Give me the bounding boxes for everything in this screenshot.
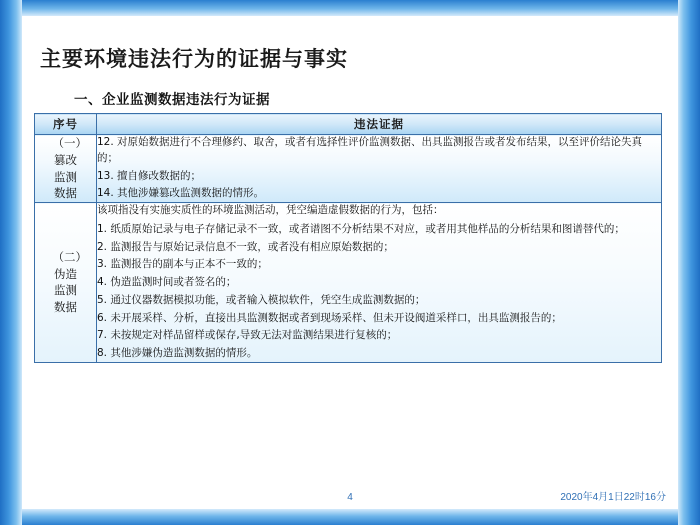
list-item: 1. 纸质原始记录与电子存储记录不一致，或者谱图不分析结果不对应，或者用其他样品的分析结果和图谱替代的； [97,222,625,235]
list-item: 13. 擅自修改数据的； [97,169,202,182]
list-item: 4. 伪造监测时间或者签名的； [97,276,237,288]
decorative-band-left [0,0,22,525]
row-intro-text: 该项指没有实施实质性的环境监测活动，凭空编造虚假数据的行为，包括： [97,204,444,216]
section-subtitle: 一、企业监测数据违法行为证据 [74,92,270,108]
column-header-no: 序号 [35,114,97,135]
list-item: 3. 监测报告的副本与正本不一致的； [97,258,268,271]
row-content-cell [97,135,662,203]
row-label-cell [35,135,97,203]
slide-content [22,16,678,509]
page-number: 4 [347,492,353,503]
page-title: 主要环境违法行为的证据与事实 [40,47,348,71]
list-item: 2. 监测报告与原始记录信息不一致，或者没有相应原始数据的； [97,240,394,253]
list-item: 14. 其他涉嫌篡改监测数据的情形。 [97,187,265,200]
list-item: 8. 其他涉嫌伪造监测数据的情形。 [97,347,258,359]
decorative-band-right [678,0,700,525]
list-item: 5. 通过仪器数据模拟功能，或者输入模拟软件，凭空生成监测数据的； [97,293,426,306]
list-item: 7. 未按规定对样品留样或保存,导致无法对监测结果进行复核的； [97,329,398,342]
list-item: 6. 未开展采样、分析，直接出具监测数据或者到现场采样、但未开设阀道采样口，出具监测报告的； [97,311,562,324]
row-content-cell [97,203,662,363]
decorative-band-bottom [0,509,700,525]
row-label: （二）伪造监测数据 [52,250,87,315]
table-row [35,203,662,363]
row-label: （一）篡改监测数据 [52,136,87,201]
row-label-cell [35,203,97,363]
evidence-table [34,113,662,363]
column-header-evidence: 违法证据 [97,114,662,135]
table-row [35,135,662,203]
date-stamp: 2020年4月1日22时16分 [560,492,666,503]
decorative-band-top [0,0,700,16]
list-item: 12. 对原始数据进行不合理修约、取舍，或者有选择性评价监测数据、出具监测报告或者发布结果，以至评价结论失真的； [97,136,643,164]
table-header-row [35,114,662,135]
